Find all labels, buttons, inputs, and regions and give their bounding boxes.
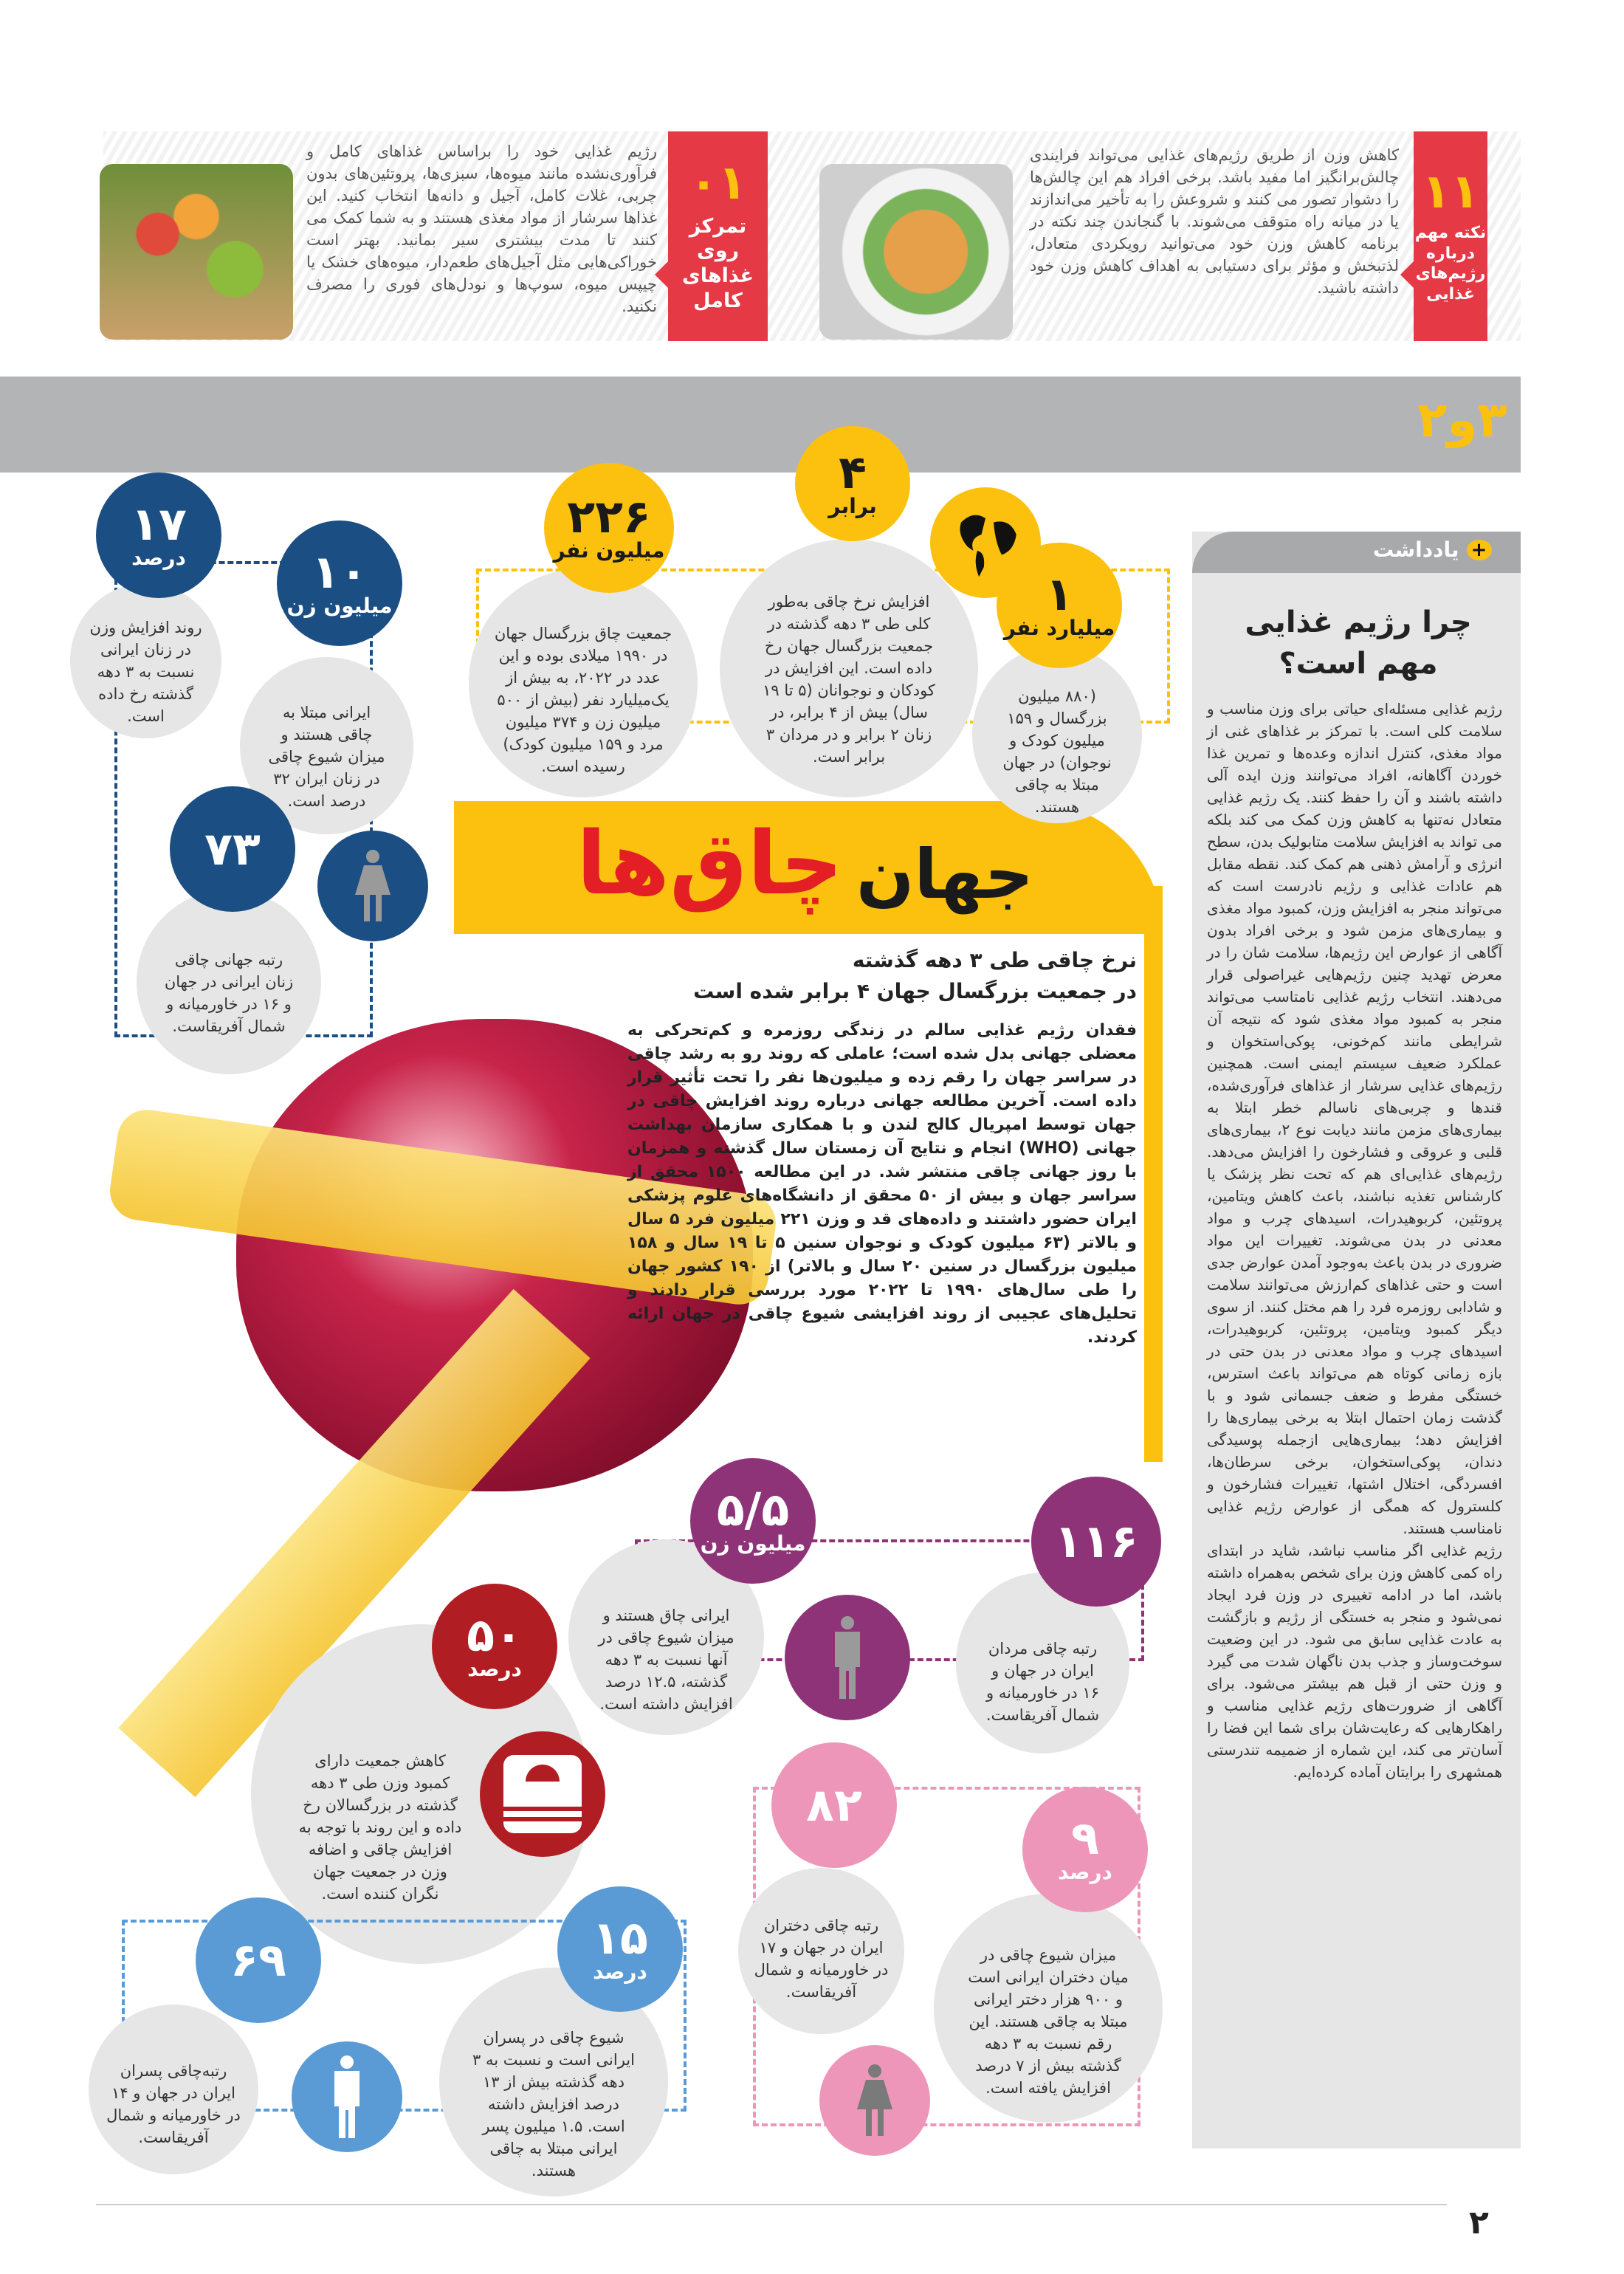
stat-text: افزایش نرخ چاقی به‌طور کلی طی ۳ دهه گذشته در جمعیت بزرگسال جهان رخ داده است. این افزایش در کودکان و نوجوانان (۵ تا ۱۹ سال) بیش از ۴ برابر، در زنان ۲ برابر و در مردان ۳ برابر است.	[720, 539, 978, 797]
stat-text: روند افزایش وزن در زنان ایرانی نسبت به ۳ دهه گذشته رخ داده است.	[70, 583, 221, 738]
tip1-text: رژیم غذایی خود را براساس غذاهای کامل و فرآوری‌نشده مانند میوه‌ها، سبزی‌ها، پروتئین‌های بدون چربی، غلات کامل، آجیل و دانه‌ها انتخاب کنید. این غذاها سرشار از مواد مغذی هستند و به شما کمک می کنند تا مدت بیشتری سیر بمانید. بهتر است خوراکی‌هایی مثل آجیل‌های طعم‌دار، میوه‌های خشک یا چیپس میوه، سوپ‌ها و نودل‌های فوری را مصرف نکنید.	[306, 142, 657, 315]
title-black: جهان	[856, 835, 1033, 914]
woman-icon	[317, 831, 428, 941]
stat-text: (۸۸۰ میلیون بزرگسال و ۱۵۹ میلیون کودک و نوجوان) در جهان مبتلا به چاقی هستند.	[972, 646, 1142, 823]
note-paragraph: رژیم غذایی اگر مناسب نباشد، شاید در ابتدای راه کمی کاهش وزن برای شخص به‌همراه داشته باشد، اما در ادامه تغییری در وزن فرد ایجاد نمی‌شود و منجر به خستگی از رژیم و بازگشت به عادت غذایی سابق می شود. در این وضعیت سوخت‌وساز و جذب بدن ناگهان شدت می گیرد و وزن حتی از قبل هم بیشتر می‌شود. برای آگاهی از ضرورت‌های رژیم غذایی مناسب و راهکارهایی که رعایت‌شان برای شما این فضا را آسان‌تر می کند، این شماره از ضمیمه تندرستی همشهری را برایتان آماده کرده‌ایم.	[1207, 1542, 1502, 1781]
subtitle-line: در جمعیت بزرگسال جهان ۴ برابر شده است	[693, 979, 1137, 1003]
stat-text: رتبه چاقی دختران ایران در جهان و ۱۷ در خاورمیانه و شمال آفریقاست.	[738, 1868, 904, 2034]
section-band	[0, 377, 1521, 473]
title-banner-edge	[1144, 886, 1163, 1462]
stat-value: ۱۵	[592, 1910, 648, 1965]
subtitle-line: نرخ چاقی طی ۳ دهه گذشته	[852, 948, 1137, 972]
stat-value: ۲۲۶	[567, 489, 651, 543]
tip1-label: تمرکز روی غذاهای کامل	[682, 214, 754, 312]
stat-unit: میلیون نفر	[553, 537, 665, 563]
stat-unit: میلیون زن	[700, 1531, 806, 1556]
stat-unit: میلیون زن	[286, 593, 393, 618]
plus-icon: +	[1467, 540, 1492, 560]
intro-label: نکته مهم درباره رژیم‌های غذایی	[1414, 224, 1487, 303]
intro-badge	[1414, 131, 1487, 341]
stat-text: ایرانی چاق هستند و میزان شیوع چاقی در آنها نسبت به ۳ دهه گذشته، ۱۲.۵ درصد افزایش داشته است.	[568, 1539, 764, 1735]
stat-badge	[690, 1458, 816, 1584]
note-body	[1207, 698, 1502, 1783]
diet-head-image	[819, 164, 1013, 340]
intro-number: ۱۱	[1421, 165, 1480, 219]
stat-value: ۴	[839, 444, 867, 499]
note-paragraph: رژیم غذایی مسئله‌ای حیاتی برای وزن مناسب و سلامت کلی است. با تمرکز بر غذاهای غنی از مواد مغذی، کنترل اندازه وعده‌ها و تمرین غذا خوردن آگاهانه، افراد می‌توانند وزن ایده آلی داشته باشند و آن را حفظ کنند. یک رژیم غذایی متعادل نه‌تنها به کاهش وزن کمک می کند بلکه می تواند به افزایش سلامت متابولیک بدن، سطح انرژی و آرامش ذهنی هم کمک کند. نقطه مقابل هم عادات غذایی و رژیم نادرست است که می‌تواند منجر به افزایش وزن، کمبود مواد مغذی و بیماری‌های مزمن شود و برخی افراد بدون آگاهی از عوارض این رژیم‌ها، سلامت شان را در معرض تهدید چنین رژیم‌هایی غیراصولی قرار می‌دهند. انتخاب رژیم غذایی نامتاسب می‌تواند منجر به کمبود مواد مغذی شود که نتیجه آن شرایطی مانند کم‌خونی، پوکی‌استخوان و عملکرد ضعیف سیستم ایمنی است. همچنین رژیم‌های غذایی سرشار از غذاهای فرآوری‌شده، قندها و چربی‌های ناسالم خطر ابتلا به بیماری‌های مزمن مانند دیابت نوع ۲، بیماری‌های قلبی و عروقی و فشارخون را افزایش می‌دهد. رژیم‌های غذایی‌ای هم که تحت نظر پزشک یا کارشناس تغذیه نباشند، باعث کاهش ویتامین، پروتئین، کربوهیدرات، اسیدهای چرب و مواد معدنی در بدن می‌شوند. تغییرات این مواد ضروری در بدن باعث به‌وجود آمدن عوارض جدی است و حتی غذاهای کم‌ارزش می‌توانند سلامت و شادابی روزمره فرد را هم مختل کنند. از سوی دیگر کمبود ویتامین، پروتئین، کربوهیدرات، اسیدهای چرب و مواد معدنی در بدن حتی در بازه زمانی کوتاه هم می‌تواند باعث استرس، خستگی مفرط و ضعف جسمانی شود و با گذشت زمان احتمال ابتلا به برخی بیماری‌ها را افزایش دهد؛ بیماری‌هایی ازجمله پوسیدگی دندان، پوکی‌استخوان، برخی سرطان‌ها، افسردگی، اختلال اشتها، تغییرات فشارخون و کلسترول که همگی از عوارض رژیم غذایی نامناسب هستند.	[1207, 700, 1502, 1537]
stat-badge	[170, 786, 295, 912]
note-title: چرا رژیم غذایی مهم است؟	[1245, 605, 1472, 681]
tip1-badge	[668, 131, 768, 341]
stat-badge	[1031, 1477, 1161, 1607]
note-label: یادداشت	[1373, 537, 1459, 562]
page-header: ۳و۲	[1417, 391, 1507, 448]
stat-unit: درصد	[467, 1656, 522, 1681]
stat-value: ۹	[1071, 1810, 1099, 1865]
stat-value: ۵/۵	[716, 1482, 790, 1536]
stat-text: کاهش جمعیت دارای کمبود وزن طی ۳ دهه گذشته در بزرگسالان رخ داده و این روند با توجه به افزایش چاقی و اضافه وزن در جمعیت جهان نگران کننده است.	[251, 1624, 591, 1964]
stat-badge	[557, 1886, 683, 2012]
article-subtitle	[627, 945, 1137, 1007]
article-body: فقدان رژیم غذایی سالم در زندگی روزمره و کم‌تحرکی به معضلی جهانی بدل شده است؛ عاملی که روند رو به رشد چاقی در سراسر جهان را رقم زده و میلیون‌ها نفر را تحت تأثیر قرار داده است. آخرین مطالعه جهانی درباره روند افزایش چاقی در جهان توسط امپریال کالج لندن و با همکاری سازمان بهداشت جهانی (WHO) انجام و نتایج آن زمستان سال گذشته و همزمان با روز جهانی چاقی منتشر شد. در این مطالعه ۱۵۰۰ محقق از سراسر جهان و بیش از ۵۰ محقق از دانشگاه‌های علوم پزشکی ایران حضور داشتند و داده‌های قد و وزن ۲۲۱ میلیون فرد ۵ سال و بالاتر (۶۳ میلیون کودک و نوجوان سنین ۵ تا ۱۹ سال و ۱۵۸ میلیون بزرگسال در سنین ۲۰ سال و بالاتر) از ۱۹۰ کشور جهان را طی سال‌های ۱۹۹۰ تا ۲۰۲۲ مورد بررسی قرار دادند و تحلیل‌های عجیبی از روند افزایشی شیوع چاقی در جهان ارائه کردند.	[627, 1021, 1138, 1347]
whole-foods-image	[100, 164, 293, 340]
man-icon	[785, 1595, 910, 1720]
stat-unit: درصد	[131, 545, 186, 570]
stat-text: رتبه چاقی مردان ایران در جهان و ۱۶ در خاورمیانه و شمال آفریقاست.	[956, 1573, 1129, 1753]
stat-value: ۵۰	[467, 1607, 523, 1662]
stat-badge	[196, 1897, 321, 2023]
note-label-row	[1373, 537, 1492, 562]
stat-badge	[795, 426, 910, 541]
page-number: ۲	[1469, 2204, 1489, 2242]
globe-icon	[930, 487, 1041, 598]
stat-text: جمعیت چاق بزرگسال جهان در ۱۹۹۰ میلادی بوده و این عدد در ۲۰۲۲، به بیش از یک‌میلیارد نفر (بیش از ۵۰۰ میلیون زن و ۳۷۴ میلیون مرد و ۱۵۹ میلیون کودک) رسیده است.	[469, 568, 698, 797]
stat-value: ۷۳	[204, 822, 261, 876]
stat-value: ۱۷	[131, 496, 187, 551]
stat-badge	[96, 473, 221, 598]
stat-value: ۱	[1045, 566, 1073, 621]
stat-unit: برابر	[828, 493, 877, 518]
scale-icon	[480, 1731, 605, 1857]
stat-unit: درصد	[593, 1959, 647, 1984]
stat-text: رتبه جهانی چاقی زنان ایرانی در جهان و ۱۶ در خاورمیانه و شمال آفریقاست.	[137, 890, 321, 1074]
intro-text: کاهش وزن از طریق رژیم‌های غذایی می‌تواند فرایندی چالش‌برانگیز اما مفید باشد. برخی افراد هم این چالش‌ها را دشوار تصور می کنند و شروعش را به تأخیر می‌اندازند یا در میانه راه متوقف می‌شوند. با گنجاندن چند نکته در برنامه کاهش وزن خود می‌توانید رویکردی متعادل، لذتبخش و مؤثر برای دستیابی به اهداف کاهش وزن خود داشته باشید.	[1030, 146, 1399, 297]
stat-badge	[1022, 1787, 1148, 1912]
stat-value: ۶۹	[230, 1933, 286, 1987]
article-title	[517, 812, 1033, 914]
woman-icon	[819, 2045, 930, 2156]
stat-value: ۸۲	[806, 1778, 862, 1832]
tip1-number: ۰۱	[689, 155, 747, 210]
stat-value: ۱۰	[312, 544, 368, 599]
stat-value: ۱۱۶	[1054, 1514, 1138, 1568]
stat-badge	[771, 1742, 897, 1868]
stat-unit: درصد	[1058, 1859, 1112, 1884]
stat-text: میزان شیوع چاقی در میان دختران ایرانی است و ۹۰۰ هزار دختر ایرانی مبتلا به چاقی هستند. این رقم نسبت به ۳ دهه گذشته بیش از ۷ درصد افزایش یافته است.	[934, 1894, 1163, 2123]
stat-badge	[432, 1584, 557, 1709]
stat-badge	[277, 521, 402, 646]
stat-text: ایرانی مبتلا به چاقی هستند و میزان شیوع چاقی در زنان ایران ۳۲ درصد است.	[240, 657, 413, 834]
man-icon	[292, 2041, 402, 2152]
stat-badge	[544, 463, 674, 593]
stat-text: رتبه‌چاقی پسران ایران در جهان و ۱۴ در خاورمیانه و شمال آفریقاست.	[89, 2005, 258, 2174]
stat-unit: میلیارد نفر	[1003, 615, 1115, 640]
footer-divider	[96, 2204, 1447, 2205]
title-red: چاق‌ها	[576, 812, 843, 914]
stat-text: شیوع چاقی در پسران ایرانی است و نسبت به ۳ دهه گذشته بیش از ۱۳ درصد افزایش داشته است. ۱.۵ میلیون پسر ایرانی مبتلا به چاقی هستند.	[439, 1968, 668, 2196]
